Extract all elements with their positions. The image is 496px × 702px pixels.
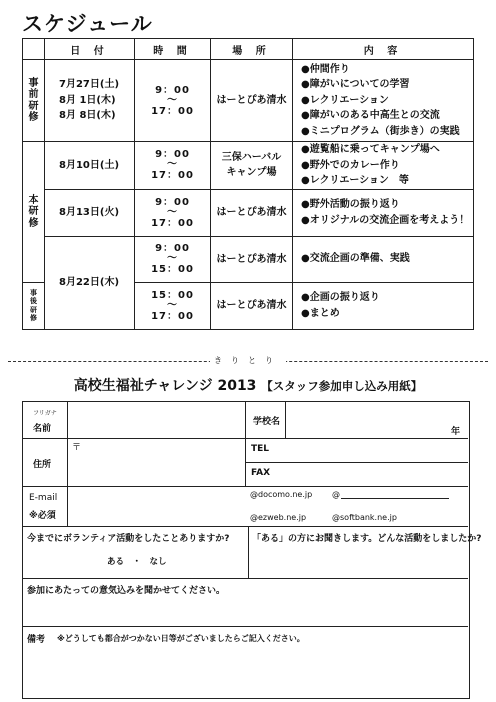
header-place: 場 所 — [211, 39, 293, 60]
header-category — [23, 39, 45, 60]
domain-ezweb: @ezweb.ne.jp — [250, 513, 307, 522]
table-row — [23, 142, 474, 190]
form-divider — [23, 626, 468, 627]
cut-line — [8, 356, 488, 366]
address-label: 住所 — [33, 460, 52, 470]
email-required-note: ※必須 — [29, 511, 56, 521]
category-pre-training: 事 前 研 修 — [23, 60, 45, 142]
table-row — [23, 189, 474, 236]
name-label: 名前 — [33, 424, 52, 434]
date-cell: 7月27日(土) 8月 1日(木) 8月 8日(木) — [45, 60, 135, 142]
tel-label: TEL — [251, 444, 270, 454]
motivation-field[interactable] — [24, 596, 467, 625]
header-content: 内 容 — [293, 39, 474, 60]
motivation-question: 参加にあたっての意気込みを聞かせてください。 — [27, 586, 226, 596]
activity-field[interactable] — [249, 544, 467, 577]
grade-label: 年 — [451, 427, 461, 437]
remarks-label: 備考 — [27, 635, 46, 645]
time-cell: 15：00 ～ 17：00 — [135, 282, 211, 329]
date-cell: 8月22日(木) — [45, 236, 135, 329]
form-divider — [23, 578, 468, 579]
application-title-main: 高校生福祉チャレンジ 2013 — [73, 378, 257, 394]
school-label: 学校名 — [253, 417, 281, 427]
page-title: スケジュール — [22, 12, 153, 36]
remarks-note: ※どうしても都合がつかない日等がございましたらご記入ください。 — [57, 634, 305, 643]
volunteer-options[interactable]: ある ・ なし — [107, 557, 167, 567]
schedule-table — [22, 38, 474, 330]
place-cell: はーとぴあ清水 — [211, 60, 293, 142]
form-divider — [23, 526, 468, 527]
cut-line-label: きりとり — [210, 355, 286, 366]
domain-other: @ — [332, 490, 340, 499]
activity-question: 「ある」の方にお聞きします。どんな活動をしましたか? — [252, 534, 482, 544]
email-label: E-mail — [29, 493, 58, 503]
fax-field[interactable] — [273, 463, 467, 485]
place-cell: はーとぴあ清水 — [211, 282, 293, 329]
table-row — [23, 236, 474, 282]
domain-other-underline — [341, 498, 449, 499]
content-cell: ●野外活動の振り返り ●オリジナルの交流企画を考えよう！ — [293, 189, 474, 236]
application-title — [0, 375, 496, 395]
volunteer-question: 今までにボランティア活動をしたことありますか? — [27, 534, 230, 544]
domain-softbank: @softbank.ne.jp — [332, 513, 397, 522]
header-time: 時 間 — [135, 39, 211, 60]
content-cell: ●企画の振り返り ●まとめ — [293, 282, 474, 329]
content-cell: ●仲間作り ●障がいについての学習 ●レクリエーション ●障がいのある中高生との交流 ●ミニプログラム（街歩き）の実践 — [293, 60, 474, 142]
tel-field[interactable] — [273, 439, 467, 461]
fax-label: FAX — [251, 468, 271, 478]
time-cell: 9：00 ～ 17：00 — [135, 142, 211, 190]
school-field[interactable] — [286, 402, 446, 438]
table-row — [23, 60, 474, 142]
address-field[interactable] — [68, 439, 244, 485]
category-main-training: 本 研 修 — [23, 142, 45, 283]
form-divider — [245, 402, 246, 486]
place-cell: はーとぴあ清水 — [211, 189, 293, 236]
content-cell: ●交流企画の準備、実践 — [293, 236, 474, 282]
place-cell: 三保ハーバル キャンプ場 — [211, 142, 293, 190]
category-post-training: 事 後 研 修 — [23, 282, 45, 329]
place-cell: はーとぴあ清水 — [211, 236, 293, 282]
application-form — [22, 401, 482, 699]
date-cell: 8月13日(火) — [45, 189, 135, 236]
application-subtitle: 【スタッフ参加申し込み用紙】 — [261, 379, 423, 393]
time-cell: 9：00 ～ 15：00 — [135, 236, 211, 282]
remarks-field[interactable] — [24, 646, 467, 696]
schedule-header-row — [23, 39, 474, 60]
time-cell: 9：00 ～ 17：00 — [135, 60, 211, 142]
domain-docomo: @docomo.ne.jp — [250, 490, 313, 499]
content-cell: ●遊覧船に乗ってキャンプ場へ ●野外でのカレー作り ●レクリエーション 等 — [293, 142, 474, 190]
name-field[interactable] — [68, 402, 244, 438]
header-date: 日 付 — [45, 39, 135, 60]
date-cell: 8月10日(土) — [45, 142, 135, 190]
furigana-label: フリガナ — [33, 410, 57, 417]
time-cell: 9：00 ～ 17：00 — [135, 189, 211, 236]
postal-mark: 〒 — [72, 443, 82, 453]
